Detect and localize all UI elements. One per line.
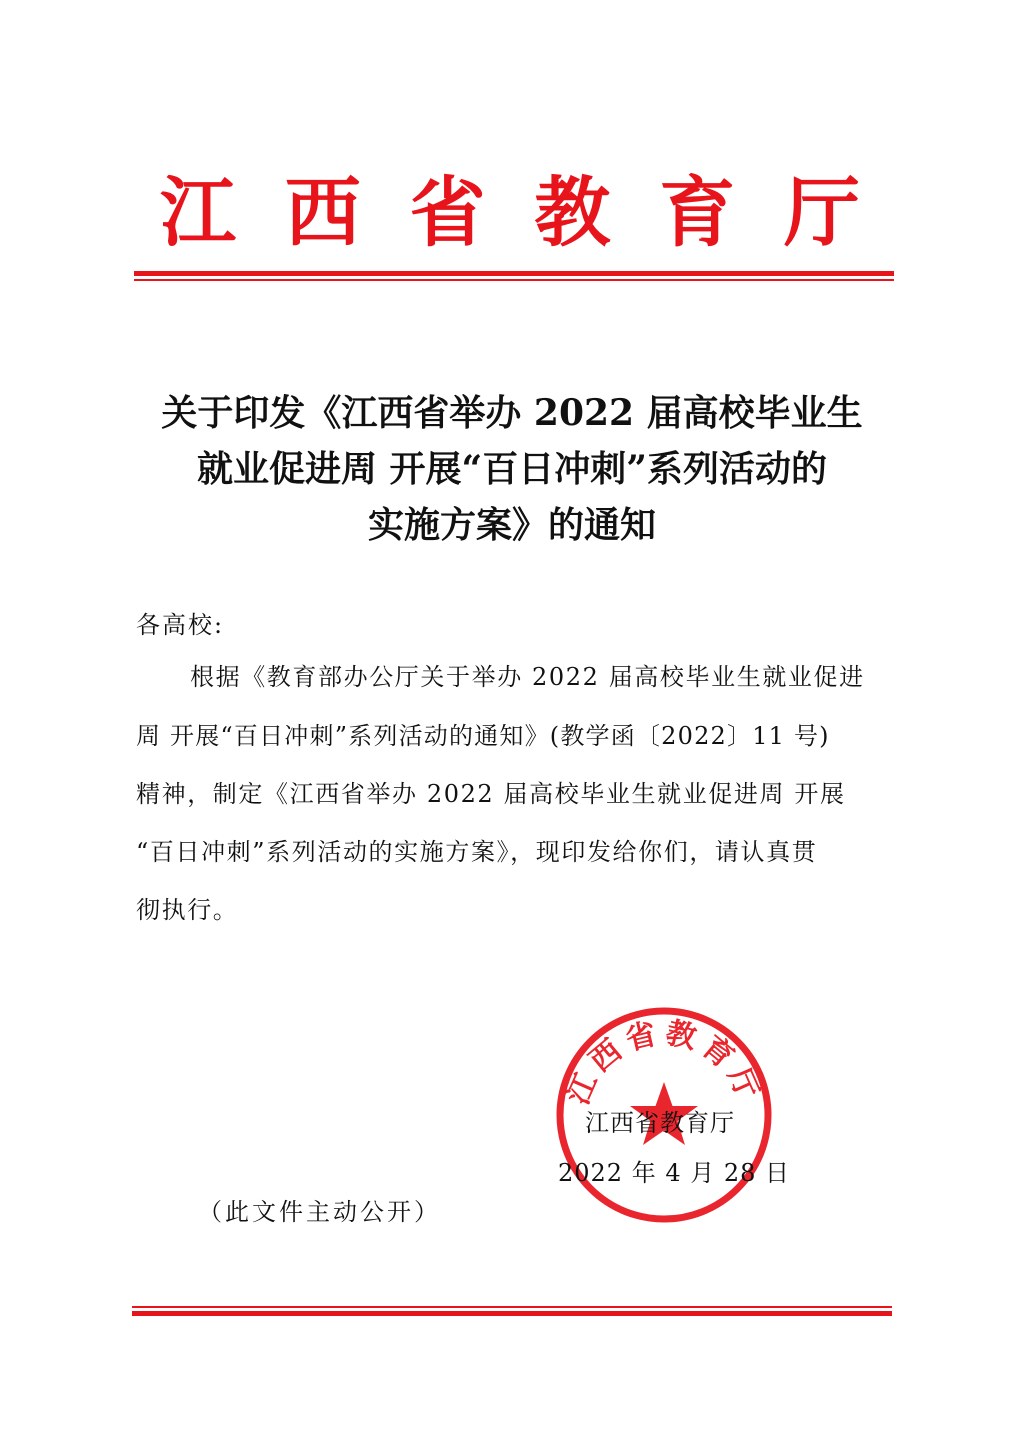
footer-divider-thick <box>132 1311 892 1316</box>
footer-divider-thin <box>132 1306 892 1308</box>
disclosure-note: （此文件主动公开） <box>198 1198 441 1226</box>
authority-char: 教 <box>534 168 611 257</box>
body-line: 根据《教育部办公厅关于举办 2022 届高校毕业生就业促进 <box>190 663 865 691</box>
signature-org: 江西省教育厅 <box>585 1109 735 1137</box>
body-line: 周 开展“百日冲刺”系列活动的通知》(教学函〔2022〕11 号) <box>136 722 830 750</box>
title-line: 就业促进周 开展“百日冲刺”系列活动的 <box>197 448 827 490</box>
issuing-authority-title <box>160 168 860 258</box>
authority-char: 江 <box>160 168 236 257</box>
signature-date: 2022 年 4 月 28 日 <box>558 1159 791 1187</box>
body-line: “百日冲刺”系列活动的实施方案》，现印发给你们，请认真贯 <box>136 838 818 866</box>
title-line: 关于印发《江西省举办 2022 届高校毕业生 <box>161 392 863 434</box>
seal-text: 江西省教育厅 <box>560 1015 768 1110</box>
body-line: 精神，制定《江西省举办 2022 届高校毕业生就业促进周 开展 <box>136 780 846 808</box>
header-divider-thin <box>134 279 894 281</box>
authority-char: 西 <box>284 168 361 257</box>
header-divider-thick <box>134 271 894 276</box>
authority-char: 育 <box>659 168 736 257</box>
body-line: 彻执行。 <box>136 896 239 924</box>
title-line: 实施方案》的通知 <box>367 504 656 546</box>
document-title <box>130 385 894 553</box>
authority-char: 省 <box>409 168 486 257</box>
authority-char: 厅 <box>783 168 860 257</box>
salutation: 各高校: <box>136 611 225 639</box>
